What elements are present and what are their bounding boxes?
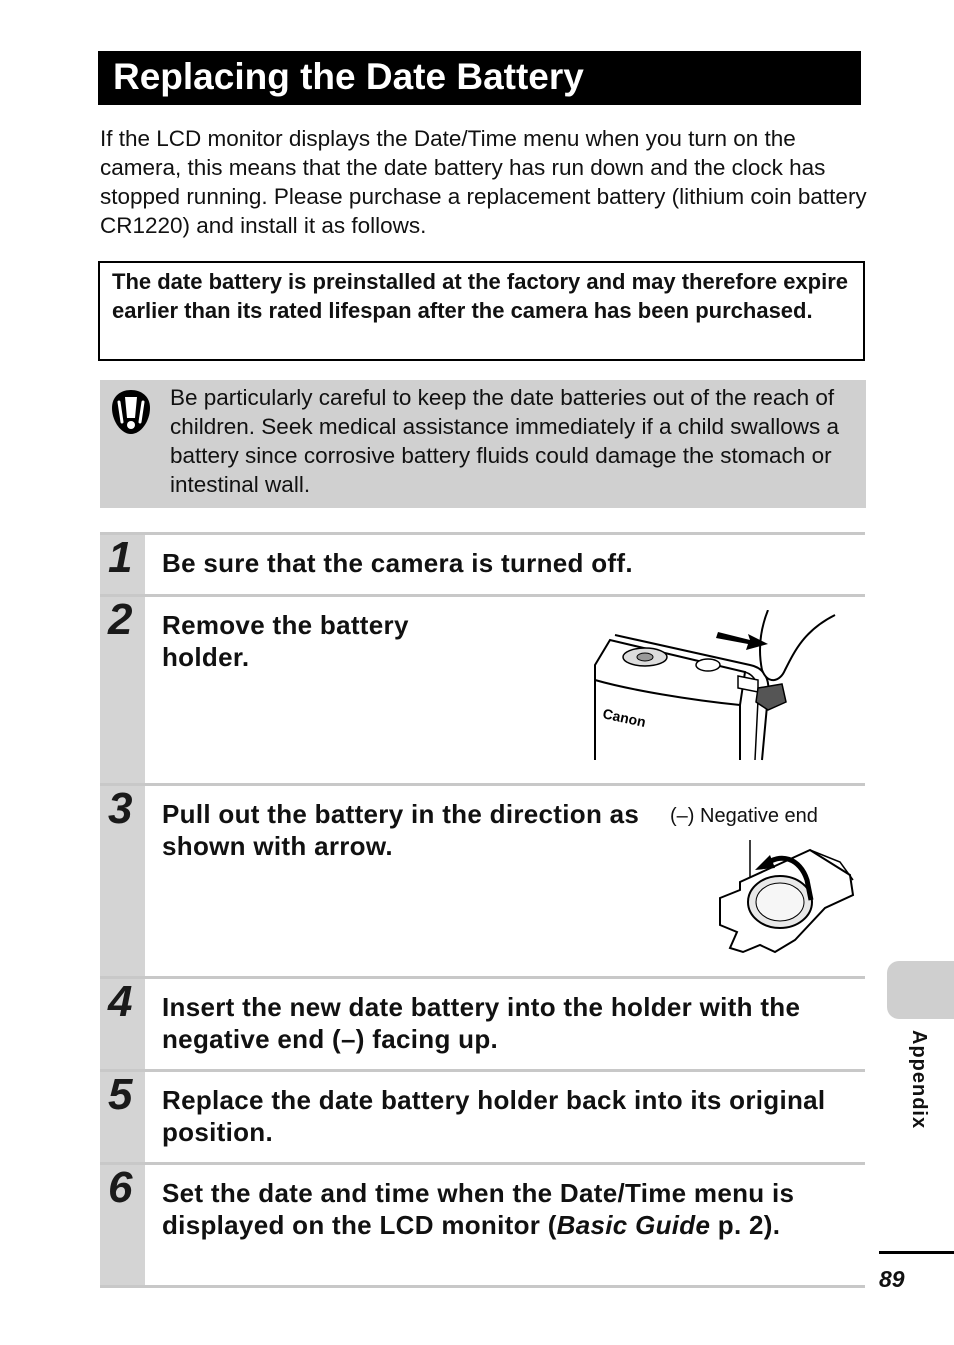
caution-text: Be particularly careful to keep the date batteries out of the reach of children. Seek medical assistance immediately if a child swallows a battery since corrosive battery fluids could damage the stomach or intestinal wall.	[170, 385, 840, 497]
battery-holder-illustration	[715, 840, 860, 960]
step-text: Remove the battery holder.	[162, 610, 409, 672]
step-text	[162, 1177, 852, 1241]
note-box	[98, 261, 865, 361]
step-text: Pull out the battery in the direction as shown with arrow.	[162, 799, 640, 861]
step-number: 1	[108, 533, 133, 582]
svg-text:Canon: Canon	[601, 705, 648, 730]
step-number: 4	[108, 977, 133, 1026]
step-number: 5	[108, 1070, 133, 1119]
step-number: 6	[108, 1163, 133, 1212]
step-text: Replace the date battery holder back into its original position.	[162, 1085, 826, 1147]
intro-paragraph: If the LCD monitor displays the Date/Time menu when you turn on the camera, this means that the date battery has run down and the clock has stopped running. Please purchase a replacement battery (lithium coin battery CR1220) and install it as follows.	[100, 126, 867, 238]
exclamation-caution-icon	[110, 388, 152, 436]
step-6	[100, 1162, 865, 1288]
step-text: Insert the new date battery into the holder with the negative end (–) facing up.	[162, 992, 801, 1054]
step-number: 2	[108, 595, 133, 644]
page-title: Replacing the Date Battery	[98, 51, 861, 105]
note-text: The date battery is preinstalled at the factory and may therefore expire earlier than its rated lifespan after the camera has been purchased.	[112, 269, 849, 323]
negative-end-caption: (–) Negative end	[670, 805, 818, 827]
step-5	[100, 1069, 865, 1162]
canon-logo	[601, 705, 647, 730]
page-number: 89	[879, 1266, 905, 1292]
appendix-side-label: Appendix	[908, 1030, 930, 1130]
step-text-suffix: p. 2).	[710, 1210, 781, 1240]
appendix-side-tab	[887, 961, 954, 1019]
step-number: 3	[108, 784, 133, 833]
caution-box	[100, 380, 866, 508]
step-text: Be sure that the camera is turned off.	[162, 548, 633, 578]
step-1	[100, 532, 865, 594]
step-text-prefix: Set the date and time when the Date/Time menu is displayed on the LCD monitor (	[162, 1178, 795, 1240]
page-number-rule	[879, 1251, 954, 1254]
camera-battery-holder-illustration	[590, 610, 840, 765]
step-4	[100, 976, 865, 1069]
basic-guide-reference: Basic Guide	[556, 1210, 711, 1240]
